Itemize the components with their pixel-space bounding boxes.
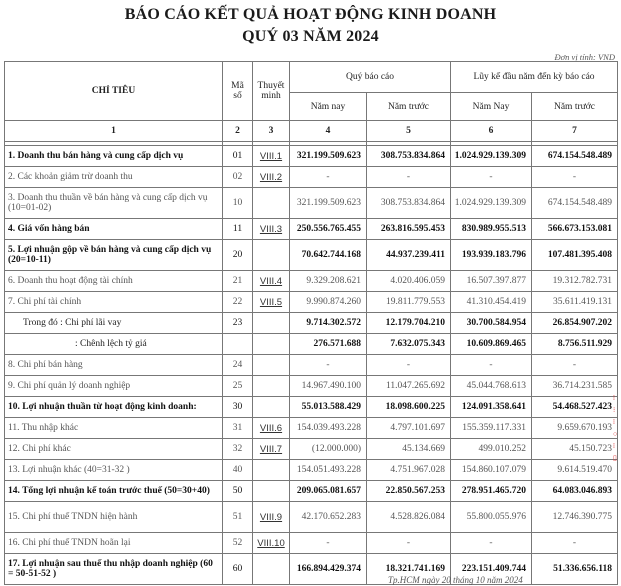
- row-value: 4.797.101.697: [367, 418, 451, 439]
- note-link[interactable]: VIII.2: [259, 171, 283, 183]
- row-value: 22.850.567.253: [367, 481, 451, 502]
- table-row: [5, 502, 618, 533]
- row-label: 15. Chi phí thuế TNDN hiện hành: [5, 502, 223, 533]
- row-value: 11.047.265.692: [367, 376, 451, 397]
- table-row: [5, 219, 618, 240]
- col-index: 4: [290, 121, 367, 142]
- row-label: 16. Chi phí thuế TNDN hoãn lại: [5, 533, 223, 554]
- report-title: BÁO CÁO KẾT QUẢ HOẠT ĐỘNG KINH DOANH: [124, 6, 497, 23]
- row-code: 25: [223, 376, 253, 397]
- note-link[interactable]: VIII.7: [259, 443, 283, 455]
- row-value: 308.753.834.864: [367, 146, 451, 167]
- row-label: 1. Doanh thu bán hàng và cung cấp dịch vụ: [5, 146, 223, 167]
- row-value: 107.481.395.408: [532, 240, 618, 271]
- row-label: 12. Chi phí khác: [5, 439, 223, 460]
- table-row: [5, 376, 618, 397]
- table-row: [5, 439, 618, 460]
- row-value: 499.010.252: [451, 439, 532, 460]
- row-label: 10. Lợi nhuận thuần từ hoạt động kinh doanh:: [5, 397, 223, 418]
- row-label: 11. Thu nhập khác: [5, 418, 223, 439]
- row-value: 8.756.511.929: [532, 334, 618, 355]
- row-value: 1.024.929.139.309: [451, 188, 532, 219]
- red-stamp-mark: ⁞ ⁝ ⁞ ○ ⁞ ▯: [613, 394, 618, 462]
- row-value: 41.310.454.419: [451, 292, 532, 313]
- row-value: 9.990.874.260: [290, 292, 367, 313]
- row-code: 22: [223, 292, 253, 313]
- col-index: 2: [223, 121, 253, 142]
- col-index: 3: [253, 121, 290, 142]
- row-value: 1.024.929.139.309: [451, 146, 532, 167]
- row-value: 7.632.075.343: [367, 334, 451, 355]
- report-date: Tp.HCM ngày 20 tháng 10 năm 2024: [388, 575, 523, 585]
- row-value: 276.571.688: [290, 334, 367, 355]
- row-value: 674.154.548.489: [532, 188, 618, 219]
- row-value: 70.642.744.168: [290, 240, 367, 271]
- header-luy-ke: Lũy kế đầu năm đến kỳ báo cáo: [451, 62, 618, 93]
- row-label: 2. Các khoản giảm trừ doanh thu: [5, 167, 223, 188]
- col-index: 1: [5, 121, 223, 142]
- row-code: [223, 334, 253, 355]
- row-value: -: [532, 533, 618, 554]
- row-value: 674.154.548.489: [532, 146, 618, 167]
- row-code: 21: [223, 271, 253, 292]
- row-value: 44.937.239.411: [367, 240, 451, 271]
- row-value: -: [451, 355, 532, 376]
- header-nam-nay-luy-ke: Năm Nay: [451, 93, 532, 121]
- row-value: 12.179.704.210: [367, 313, 451, 334]
- row-value: 566.673.153.081: [532, 219, 618, 240]
- row-value: 30.700.584.954: [451, 313, 532, 334]
- row-value: 42.170.652.283: [290, 502, 367, 533]
- row-value: 45.044.768.613: [451, 376, 532, 397]
- row-value: 321.199.509.623: [290, 188, 367, 219]
- table-row: [5, 355, 618, 376]
- row-code: 20: [223, 240, 253, 271]
- row-label: : Chênh lệch tỷ giá: [5, 334, 223, 355]
- note-link[interactable]: VIII.1: [259, 150, 283, 162]
- row-value: -: [290, 533, 367, 554]
- table-row: [5, 460, 618, 481]
- row-label: 9. Chi phí quản lý doanh nghiệp: [5, 376, 223, 397]
- row-code: 60: [223, 554, 253, 585]
- row-value: 166.894.429.374: [290, 554, 367, 585]
- row-value: 193.939.183.796: [451, 240, 532, 271]
- report-subtitle: QUÝ 03 NĂM 2024: [242, 28, 379, 45]
- row-code: 02: [223, 167, 253, 188]
- row-value: 155.359.117.331: [451, 418, 532, 439]
- row-value: 154.051.493.228: [290, 460, 367, 481]
- note-link[interactable]: VIII.4: [259, 275, 283, 287]
- currency-unit: Đơn vị tính: VND: [554, 52, 615, 62]
- row-value: -: [451, 533, 532, 554]
- table-row: [5, 188, 618, 219]
- row-value: 26.854.907.202: [532, 313, 618, 334]
- row-code: 40: [223, 460, 253, 481]
- row-value: 9.614.519.470: [532, 460, 618, 481]
- table-row: [5, 240, 618, 271]
- table-row: [5, 146, 618, 167]
- row-label: 5. Lợi nhuận gộp về bán hàng và cung cấp dịch vụ (20=10-11): [5, 240, 223, 271]
- row-code: 51: [223, 502, 253, 533]
- header-nam-truoc-luy-ke: Năm trước: [532, 93, 618, 121]
- row-label: Trong đó : Chi phí lãi vay: [5, 313, 223, 334]
- row-label: 8. Chi phí bán hàng: [5, 355, 223, 376]
- row-value: 209.065.081.657: [290, 481, 367, 502]
- row-value: 124.091.358.641: [451, 397, 532, 418]
- table-row: [5, 418, 618, 439]
- header-nam-truoc: Năm trước: [367, 93, 451, 121]
- table-row: [5, 554, 618, 585]
- note-link[interactable]: VIII.10: [257, 537, 285, 549]
- row-value: 250.556.765.455: [290, 219, 367, 240]
- row-value: -: [367, 355, 451, 376]
- row-code: 11: [223, 219, 253, 240]
- row-value: 4.020.406.059: [367, 271, 451, 292]
- row-value: 154.039.493.228: [290, 418, 367, 439]
- row-label: 14. Tổng lợi nhuận kế toán trước thuế (50=30+40): [5, 481, 223, 502]
- row-value: 830.989.955.513: [451, 219, 532, 240]
- row-value: 308.753.834.864: [367, 188, 451, 219]
- row-value: (12.000.000): [290, 439, 367, 460]
- header-ma-so: Mã số: [223, 62, 253, 121]
- row-value: 9.329.208.621: [290, 271, 367, 292]
- row-value: 4.751.967.028: [367, 460, 451, 481]
- row-value: -: [451, 167, 532, 188]
- row-code: 31: [223, 418, 253, 439]
- row-value: 14.967.490.100: [290, 376, 367, 397]
- row-code: 52: [223, 533, 253, 554]
- table-row: [5, 313, 618, 334]
- row-label: 7. Chi phí tài chính: [5, 292, 223, 313]
- header-quy-bao-cao: Quý báo cáo: [290, 62, 451, 93]
- row-value: 16.507.397.877: [451, 271, 532, 292]
- row-value: -: [532, 167, 618, 188]
- row-label: 17. Lợi nhuận sau thuế thu nhập doanh nghiệp (60 = 50-51-52 ): [5, 554, 223, 585]
- row-value: -: [367, 167, 451, 188]
- row-value: 278.951.465.720: [451, 481, 532, 502]
- row-value: 9.714.302.572: [290, 313, 367, 334]
- header-thuyet-minh: Thuyết minh: [253, 62, 290, 121]
- row-value: 18.098.600.225: [367, 397, 451, 418]
- row-value: 45.150.723: [532, 439, 618, 460]
- row-value: 223.151.409.744: [451, 554, 532, 585]
- table-row: [5, 533, 618, 554]
- row-value: 4.528.826.084: [367, 502, 451, 533]
- header-chi-tieu: CHỈ TIÊU: [5, 62, 223, 121]
- row-value: -: [290, 355, 367, 376]
- col-index: 6: [451, 121, 532, 142]
- row-value: 18.321.741.169: [367, 554, 451, 585]
- row-value: 9.659.670.193: [532, 418, 618, 439]
- header-nam-nay: Năm nay: [290, 93, 367, 121]
- income-statement-table: [4, 61, 618, 585]
- row-value: -: [532, 355, 618, 376]
- col-index: 7: [532, 121, 618, 142]
- row-code: 10: [223, 188, 253, 219]
- note-link[interactable]: VIII.9: [259, 511, 283, 523]
- note-link[interactable]: VIII.5: [259, 296, 283, 308]
- row-code: 01: [223, 146, 253, 167]
- table-row: [5, 292, 618, 313]
- row-code: 32: [223, 439, 253, 460]
- row-value: 321.199.509.623: [290, 146, 367, 167]
- row-value: 45.134.669: [367, 439, 451, 460]
- note-link[interactable]: VIII.3: [259, 223, 283, 235]
- row-code: 24: [223, 355, 253, 376]
- row-label: 3. Doanh thu thuần về bán hàng và cung cấp dịch vụ (10=01-02): [5, 188, 223, 219]
- table-row: [5, 334, 618, 355]
- row-value: -: [367, 533, 451, 554]
- row-value: 263.816.595.453: [367, 219, 451, 240]
- row-value: 35.611.419.131: [532, 292, 618, 313]
- row-code: 50: [223, 481, 253, 502]
- row-value: 54.468.527.423: [532, 397, 618, 418]
- row-value: 10.609.869.465: [451, 334, 532, 355]
- row-value: 55.013.588.429: [290, 397, 367, 418]
- row-label: 13. Lợi nhuận khác (40=31-32 ): [5, 460, 223, 481]
- column-index-row: [5, 121, 618, 142]
- row-value: 19.312.782.731: [532, 271, 618, 292]
- row-label: 6. Doanh thu hoạt động tài chính: [5, 271, 223, 292]
- row-value: 19.811.779.553: [367, 292, 451, 313]
- row-value: 64.083.046.893: [532, 481, 618, 502]
- row-code: 23: [223, 313, 253, 334]
- table-row: [5, 271, 618, 292]
- row-value: 154.860.107.079: [451, 460, 532, 481]
- table-row: [5, 167, 618, 188]
- table-row: [5, 397, 618, 418]
- row-value: 55.800.055.976: [451, 502, 532, 533]
- row-value: 12.746.390.775: [532, 502, 618, 533]
- row-label: 4. Giá vốn hàng bán: [5, 219, 223, 240]
- row-code: 30: [223, 397, 253, 418]
- row-value: -: [290, 167, 367, 188]
- row-value: 36.714.231.585: [532, 376, 618, 397]
- note-link[interactable]: VIII.6: [259, 422, 283, 434]
- table-row: [5, 481, 618, 502]
- row-value: 51.336.656.118: [532, 554, 618, 585]
- col-index: 5: [367, 121, 451, 142]
